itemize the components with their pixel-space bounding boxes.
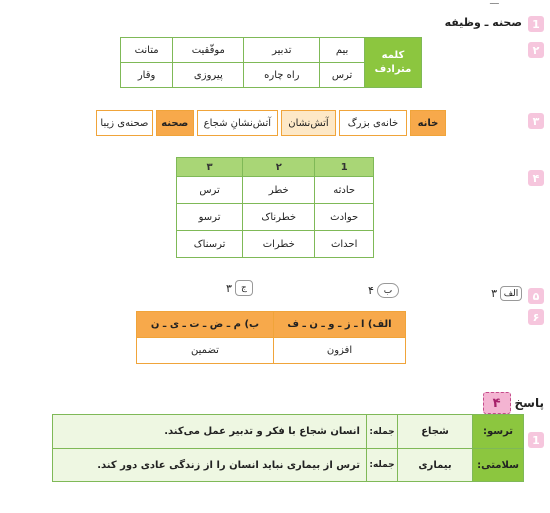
q2-cell: تدبیر: [244, 38, 320, 63]
q2-cell: راه چاره: [244, 63, 320, 88]
q5-value-b: ۴: [368, 284, 374, 297]
q4-cell: حوادث: [315, 204, 374, 231]
q6-right-header: الف) ا ـ ز ـ و ـ ن ـ ف: [273, 312, 405, 338]
q3-cell: صحنه‌ی زیبا: [96, 110, 153, 136]
q5-option-c: [226, 280, 253, 296]
q2-cell: بیم: [320, 38, 365, 63]
q4-header-cell: ۲: [243, 158, 315, 177]
q4-cell: ترسناک: [177, 231, 243, 258]
q3-cell: صحنه: [156, 110, 194, 136]
item-number-3: ۳: [528, 113, 544, 129]
q6-left-value: تضمین: [137, 338, 274, 364]
q3-phrase-row: [96, 110, 446, 136]
a1-row: [53, 449, 523, 481]
q2-cell: ترس: [320, 63, 365, 88]
q4-cell: احداث: [315, 231, 374, 258]
q4-cell: حادثه: [315, 177, 374, 204]
q6-right-value: افزون: [273, 338, 405, 364]
q5-option-b: [368, 283, 399, 298]
q4-cell: خطرات: [243, 231, 315, 258]
q6-left-header: ب) م ـ ض ـ ت ـ ی ـ ن: [137, 312, 274, 338]
answer-badge: ۴: [483, 392, 511, 414]
a1-sentence: انسان شجاع با فکر و تدبیر عمل می‌کند.: [164, 426, 360, 437]
q2-header-cell: [365, 38, 422, 88]
q4-header-cell: ۳: [177, 158, 243, 177]
q2-synonym-table: [120, 37, 422, 88]
q2-cell: پیروزی: [173, 63, 244, 88]
a1-value: شجاع: [397, 415, 472, 448]
item-number-5: ۵: [528, 288, 544, 304]
a1-row: [53, 415, 523, 449]
answer-item-number-1: 1: [528, 432, 544, 448]
answer-heading: [483, 392, 544, 414]
a1-value: بیماری: [397, 449, 472, 481]
item-number-6: ۶: [528, 309, 544, 325]
q5-value-c: ۳: [226, 281, 232, 295]
q3-cell: آتش‌نشان: [281, 110, 336, 136]
q5-chip-b: ب: [377, 283, 399, 298]
q3-cell: خانه‌ی بزرگ: [339, 110, 407, 136]
q4-cell: خطر: [243, 177, 315, 204]
q2-cell: موفّقیت: [173, 38, 244, 63]
q4-cell: خطرناک: [243, 204, 315, 231]
q4-cell: ترس: [177, 177, 243, 204]
item-number-2: ۲: [528, 42, 544, 58]
answer-label: پاسخ: [514, 396, 544, 410]
q4-header-cell: 1: [315, 158, 374, 177]
q2-cell: متانت: [121, 38, 173, 63]
q3-cell: خانه: [410, 110, 446, 136]
a1-tag: جمله:: [366, 449, 397, 481]
q5-chip-c: ج: [235, 280, 253, 296]
q5-option-a: [491, 286, 522, 301]
q2-header-line2: مترادف: [374, 63, 412, 75]
q4-cell: ترسو: [177, 204, 243, 231]
q2-cell: وقار: [121, 63, 173, 88]
q5-chip-a: الف: [500, 286, 522, 301]
a1-tag: جمله:: [366, 415, 397, 448]
q2-header-line1: کلمه: [381, 49, 405, 61]
a1-word: ترسو:: [472, 415, 523, 448]
item-number-4: ۴: [528, 170, 544, 186]
q6-table: [136, 311, 406, 364]
q5-answer: ۳: [491, 287, 497, 300]
q4-word-family-table: [176, 157, 374, 258]
top-marks: ـــ: [490, 0, 499, 7]
q1-text: صحنه ـ وظیفه: [444, 16, 522, 29]
q3-cell: آتش‌نشانِ شجاع: [197, 110, 278, 136]
a1-table: [52, 414, 524, 482]
item-number-1: 1: [528, 16, 544, 32]
a1-sentence: ترس از بیماری نباید انسان را از زندگی عادی دور کند.: [97, 459, 360, 471]
a1-word: سلامتی:: [472, 449, 523, 481]
